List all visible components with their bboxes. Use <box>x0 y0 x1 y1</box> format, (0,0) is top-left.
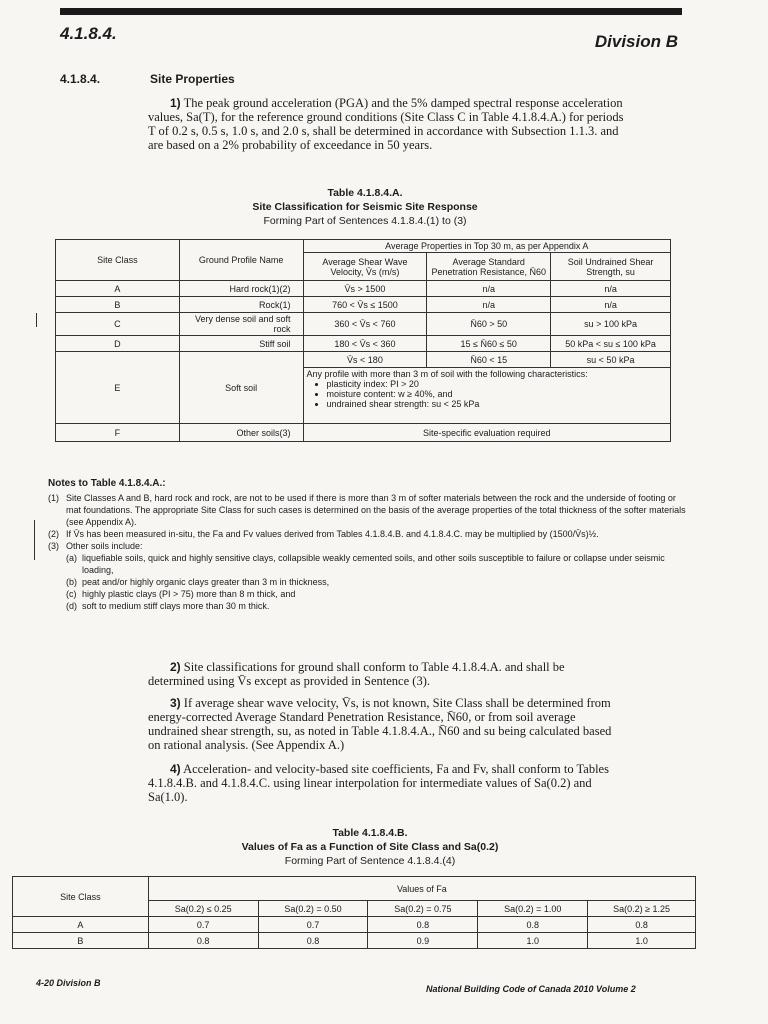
table-row <box>56 297 671 313</box>
list-item: • plasticity index: PI > 20 <box>327 379 667 389</box>
n60-cell: n/a <box>427 297 551 313</box>
change-bar <box>36 313 37 327</box>
note-item <box>48 492 688 528</box>
table-a-caption <box>200 186 530 228</box>
note-text: highly plastic clays (PI > 75) more than 8 m thick, and <box>82 589 296 599</box>
note-subitem <box>48 552 688 576</box>
footer-page-number: 4-20 Division B <box>36 978 101 988</box>
col-header-vs: Average Shear Wave Velocity, V̄s (m/s) <box>303 253 427 281</box>
sentence-1-number: 1) <box>170 96 181 110</box>
note-marker: (c) <box>66 589 77 599</box>
table-row <box>56 424 671 442</box>
sentence-3-number: 3) <box>170 696 181 710</box>
site-class-cell: A <box>56 281 180 297</box>
top-rule <box>60 8 682 15</box>
note-text: liquefiable soils, quick and highly sensitive clays, collapsible weakly cemented soils, and other soils susceptible to failure or collapse under seismic loading, <box>82 553 665 575</box>
col-header-n60: Average Standard Penetration Resistance, N̄60 <box>427 253 551 281</box>
site-class-cell: C <box>56 313 180 336</box>
header-article-number: 4.1.8.4. <box>60 24 117 43</box>
table-row <box>13 933 696 949</box>
table-b-number: Table 4.1.8.4.B. <box>332 827 408 839</box>
notes-title: Notes to Table 4.1.8.4.A.: <box>48 478 166 489</box>
sentence-1 <box>148 96 628 152</box>
su-cell: su < 50 kPa <box>551 352 671 368</box>
site-class-cell: B <box>13 933 149 949</box>
sentence-2 <box>148 660 618 688</box>
site-class-cell: E <box>56 352 180 424</box>
col-header-sa: Sa(0.2) = 0.50 <box>258 901 368 917</box>
note-subitem <box>48 588 688 600</box>
su-cell: n/a <box>551 297 671 313</box>
note-item <box>48 540 688 552</box>
note-subitem <box>48 600 688 612</box>
ground-profile-cell: Very dense soil and soft rock <box>179 313 303 336</box>
sentence-2-number: 2) <box>170 660 181 674</box>
note-item <box>48 528 688 540</box>
table-row <box>56 352 671 368</box>
fa-value-cell: 0.8 <box>478 917 588 933</box>
table-row <box>13 917 696 933</box>
soft-soil-profile-cell <box>303 368 670 424</box>
note-marker: (2) <box>48 529 59 539</box>
site-class-cell: A <box>13 917 149 933</box>
su-cell: 50 kPa < su ≤ 100 kPa <box>551 336 671 352</box>
col-header-ground-profile: Ground Profile Name <box>179 240 303 281</box>
fa-value-cell: 0.8 <box>148 933 258 949</box>
su-cell: n/a <box>551 281 671 297</box>
n60-cell: 15 ≤ N̄60 ≤ 50 <box>427 336 551 352</box>
col-header-values-of-fa: Values of Fa <box>148 877 695 901</box>
table-b-title: Values of Fa as a Function of Site Class and Sa(0.2) <box>241 841 499 853</box>
vs-cell: V̄s > 1500 <box>303 281 427 297</box>
fa-values-table <box>12 876 696 949</box>
table-a-number: Table 4.1.8.4.A. <box>327 187 403 199</box>
profile-characteristics <box>307 379 667 409</box>
fa-value-cell: 1.0 <box>478 933 588 949</box>
sentence-3 <box>148 696 618 752</box>
col-header-site-class: Site Class <box>13 877 149 917</box>
table-b-forming: Forming Part of Sentence 4.1.8.4.(4) <box>284 855 456 867</box>
note-marker: (d) <box>66 601 77 611</box>
note-marker: (a) <box>66 553 77 563</box>
section-title: Site Properties <box>150 72 235 86</box>
section-number: 4.1.8.4. <box>60 72 101 86</box>
ground-profile-cell: Hard rock(1)(2) <box>179 281 303 297</box>
n60-cell: N̄60 < 15 <box>427 352 551 368</box>
note-marker: (3) <box>48 541 59 551</box>
note-marker: (b) <box>66 577 77 587</box>
sentence-4-number: 4) <box>170 762 181 776</box>
table-row <box>56 313 671 336</box>
vs-cell: V̄s < 180 <box>303 352 427 368</box>
fa-value-cell: 0.7 <box>148 917 258 933</box>
footer-publication: National Building Code of Canada 2010 Volume 2 <box>426 984 636 994</box>
sentence-4-text: Acceleration- and velocity-based site coefficients, Fa and Fv, shall conform to Tables 4.1.8.4.B. and 4.1.8.4.C. using linear interpolation for intermediate values of Sa(0.2) and Sa(1.0). <box>148 762 609 804</box>
col-header-site-class: Site Class <box>56 240 180 281</box>
col-header-sa: Sa(0.2) = 1.00 <box>478 901 588 917</box>
fa-value-cell: 1.0 <box>588 933 696 949</box>
col-header-sa: Sa(0.2) = 0.75 <box>368 901 478 917</box>
site-class-cell: D <box>56 336 180 352</box>
note-text: soft to medium stiff clays more than 30 m thick. <box>82 601 270 611</box>
table-row <box>56 281 671 297</box>
vs-cell: 760 < V̄s ≤ 1500 <box>303 297 427 313</box>
note-text: Other soils include: <box>66 541 143 551</box>
n60-cell: N̄60 > 50 <box>427 313 551 336</box>
notes-table-a <box>48 478 688 612</box>
fa-value-cell: 0.8 <box>258 933 368 949</box>
site-classification-table <box>55 239 671 442</box>
profile-text: Any profile with more than 3 m of soil with the following characteristics: <box>306 369 588 379</box>
sentence-2-text: Site classifications for ground shall conform to Table 4.1.8.4.A. and shall be determined using V̄s except as provided in Sentence (3). <box>148 660 565 688</box>
list-item: • undrained shear strength: su < 25 kPa <box>327 399 667 409</box>
header-division: Division B <box>594 32 678 51</box>
list-item: • moisture content: w ≥ 40%, and <box>327 389 667 399</box>
su-cell: su > 100 kPa <box>551 313 671 336</box>
fa-value-cell: 0.8 <box>368 917 478 933</box>
n60-cell: n/a <box>427 281 551 297</box>
fa-value-cell: 0.8 <box>588 917 696 933</box>
vs-cell: 360 < V̄s < 760 <box>303 313 427 336</box>
note-text: peat and/or highly organic clays greater than 3 m in thickness, <box>82 577 330 587</box>
note-text: If V̄s has been measured in-situ, the Fa and Fv values derived from Tables 4.1.8.4.B. and 4.1.8.4.C. may be multiplied by (1500/V̄s)½. <box>66 529 599 539</box>
fa-value-cell: 0.9 <box>368 933 478 949</box>
ground-profile-cell: Soft soil <box>179 352 303 424</box>
sentence-1-text: The peak ground acceleration (PGA) and the 5% damped spectral response acceleration values, Sa(T), for the reference ground conditions (Site Class C in Table 4.1.8.4.A.) for periods T of 0.2 s, 0.5 s, 1.0 s, and 2.0 s, shall be determined in accordance with Subsection 1.1.3. and are based on a 2% probability of exceedance in 50 years. <box>148 96 624 152</box>
col-header-su: Soil Undrained Shear Strength, su <box>551 253 671 281</box>
site-class-cell: B <box>56 297 180 313</box>
site-class-cell: F <box>56 424 180 442</box>
fa-value-cell: 0.7 <box>258 917 368 933</box>
vs-cell: 180 < V̄s < 360 <box>303 336 427 352</box>
table-a-forming: Forming Part of Sentences 4.1.8.4.(1) to (3) <box>263 215 467 227</box>
note-marker: (1) <box>48 493 59 503</box>
col-header-sa: Sa(0.2) ≤ 0.25 <box>148 901 258 917</box>
table-row <box>56 336 671 352</box>
ground-profile-cell: Stiff soil <box>179 336 303 352</box>
evaluation-required-cell: Site-specific evaluation required <box>303 424 670 442</box>
sentence-4 <box>148 762 618 804</box>
sentence-3-text: If average shear wave velocity, V̄s, is not known, Site Class shall be determined from energy-corrected Average Standard Penetration Resistance, N̄60, or from soil average undrained shear strength, su, as noted in Table 4.1.8.4.A., N̄60 and su being calculated based on rational analysis. (See Appendix A.) <box>148 696 612 752</box>
table-a-title: Site Classification for Seismic Site Response <box>252 201 478 213</box>
col-header-sa: Sa(0.2) ≥ 1.25 <box>588 901 696 917</box>
note-text: Site Classes A and B, hard rock and rock, are not to be used if there is more than 3 m of softer materials between the rock and the underside of footing or mat foundations. The appropriate Site Class for such cases is determined on the basis of the average properties of the total thickness of the softer materials (see Appendix A). <box>66 493 686 527</box>
table-b-caption <box>190 826 550 868</box>
note-subitem <box>48 576 688 588</box>
col-header-average-properties: Average Properties in Top 30 m, as per Appendix A <box>303 240 670 253</box>
ground-profile-cell: Rock(1) <box>179 297 303 313</box>
change-bar <box>34 520 35 560</box>
ground-profile-cell: Other soils(3) <box>179 424 303 442</box>
